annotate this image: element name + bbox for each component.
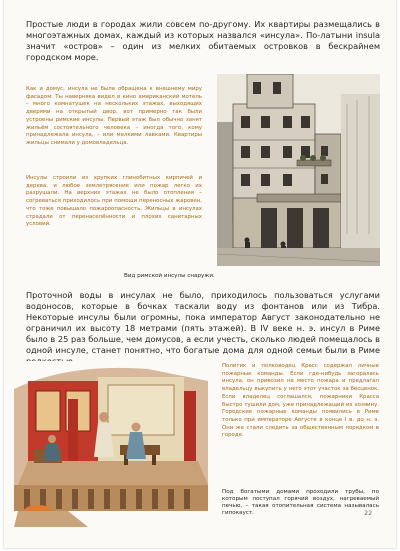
info-box-insula-layout: Как и домус, инсула не была обращена к внешнему миру фасадом. Ты наверняка видел в кино американский мотель – много комнатушек на нескольких этажах, выходящих дверями на открытый двор, вот примерно так были устроены римские инсулы. Первый этаж был обычно занят жильём состоятельного человека – иногда того, кому принадлежала инсула, – или мелкими лавками. Квартиры жильцы снимали у домовладельца. — [26, 86, 202, 146]
intro-paragraph: Простые люди в городах жили совсем по-другому. Их квартиры размещались в многоэтажных домах, каждый из которых назвался «инсула». По-латыни insula значит «остров» – один из мелких обитаемых островков в бескрайнем городском море. — [26, 19, 380, 62]
page-number: 22 — [364, 509, 373, 517]
insula-exterior-illustration — [217, 74, 380, 266]
hypocaust-caption: Под богатыми домами проходили трубы, по которым поступал горячий воздух, нагреваемый печью, – такая отопительная система называлась гипокауст. — [222, 489, 379, 516]
exterior-caption: Вид римской инсулы снаружи. — [124, 273, 215, 279]
info-box-insula-construction: Инсулы строили из хрупких глинобитных кирпичей и дерева, и любое землетрясение или пожар легко их разрушали. На верхних этажах не было отопления – согреваться приходилось при помощи переносных жаровен, что тоже повышало пожароопасность. Жильцы в инсулах страдали от перенаселённости и плохих санитарных условий. — [26, 175, 202, 228]
main-paragraph: Проточной воды в инсулах не было, приходилось пользоваться услугами водоносов, которые в бочках таскали воду из фонтанов или из Тибра. Некоторые инсулы были огромны, пока император Август законодательно не ограничил их высоту 18 метрами (пять этажей). В IV веке н. э. инсул в Риме было в 25 раз больше, чем домусов, а если учесть, сколько людей помещалось в одной инсуле, станет понятно, что богатые дома для одной семьи были в Риме — [26, 290, 380, 355]
book-page — [4, 0, 396, 548]
info-box-crassus: Политик и полководец Красс содержал личные пожарные команды. Если где-нибудь загоралась инсула, он привозил на место пожара и предлагал владельцу выкупить у него этот участок за бесценок. Если владелец соглашался, пожарники Красса быстро тушили дом, уже принадлежащий их хозяину. Городские пожарные команды появились в Риме только при императоре Августе в конце I в. до н. э. Они же стали следить за общественным порядком в городе. — [222, 363, 379, 439]
insula-interior-illustration — [8, 361, 218, 531]
